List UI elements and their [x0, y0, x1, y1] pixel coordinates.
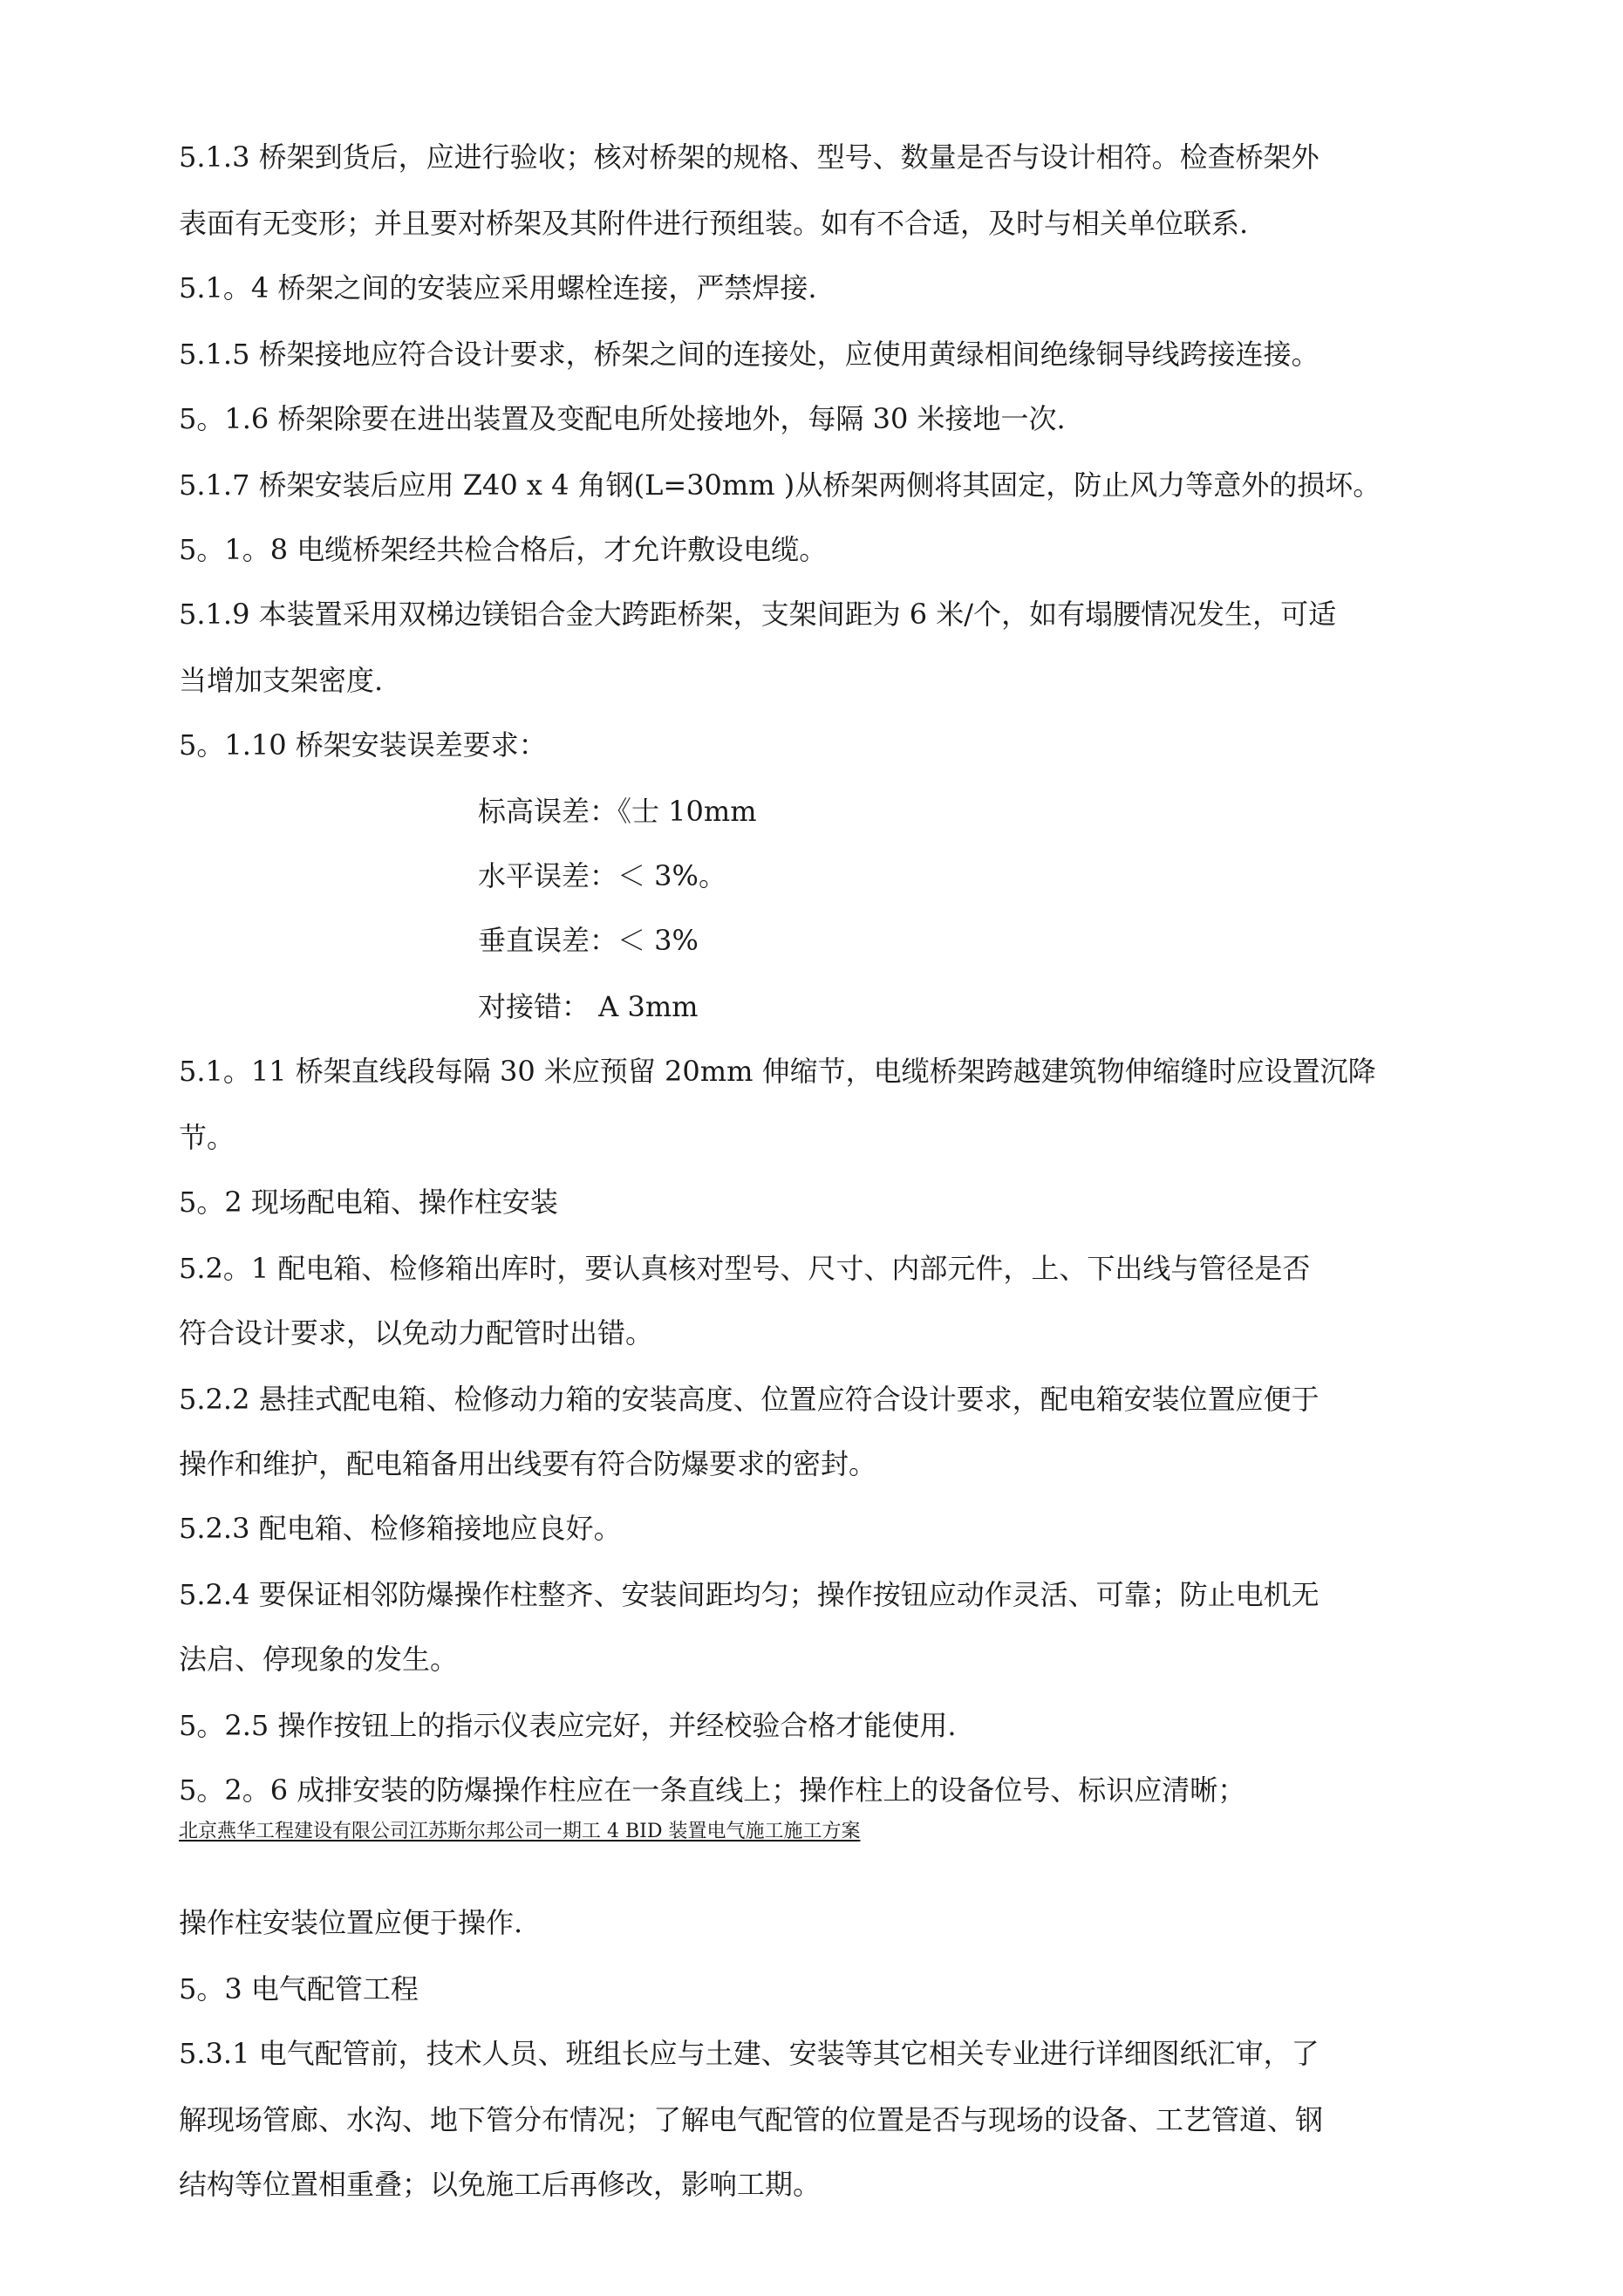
section-heading-5-3: 5。3 电气配管工程: [179, 1972, 419, 2006]
paragraph-5-2-2-line-2: 操作和维护，配电箱备用出线要有符合防爆要求的密封。: [179, 1447, 877, 1480]
tolerance-butt-joint: 对接错： A 3mm: [478, 990, 699, 1023]
paragraph-5-1-8: 5。1。8 电缆桥架经共检合格后，才允许敷设电缆。: [179, 533, 828, 566]
paragraph-5-2-4-line-2: 法启、停现象的发生。: [179, 1643, 459, 1676]
paragraph-5-1-10: 5。1.10 桥架安装误差要求：: [179, 728, 547, 762]
tolerance-horizontal: 水平误差：＜ 3%。: [478, 859, 726, 892]
paragraph-5-1-6: 5。1.6 桥架除要在进出装置及变配电所处接地外，每隔 30 米接地一次.: [179, 402, 1066, 435]
paragraph-5-2-4-line-1: 5.2.4 要保证相邻防爆操作柱整齐、安装间距均匀；操作按钮应动作灵活、可靠；防止电机无: [179, 1578, 1320, 1611]
paragraph-5-1-7: 5.1.7 桥架安装后应用 Z40 x 4 角钢(L=30mm )从桥架两侧将其固定，防止风力等意外的损坏。: [179, 468, 1381, 502]
paragraph-5-3-1-line-1: 5.3.1 电气配管前，技术人员、班组长应与土建、安装等其它相关专业进行详细图纸汇审，了: [179, 2037, 1320, 2070]
paragraph-5-1-3-line-2: 表面有无变形；并且要对桥架及其附件进行预组装。如有不合适，及时与相关单位联系.: [179, 207, 1249, 240]
tolerance-vertical: 垂直误差：＜ 3%: [478, 924, 699, 957]
paragraph-5-2-5: 5。2.5 操作按钮上的指示仪表应完好，并经校验合格才能使用.: [179, 1709, 957, 1742]
paragraph-5-1-9-line-2: 当增加支架密度.: [179, 664, 384, 697]
tolerance-elevation: 标高误差：《士 10mm: [478, 795, 757, 828]
document-footer: 北京燕华工程建设有限公司江苏斯尔邦公司一期工 4 BID 装置电气施工施工方案: [179, 1821, 861, 1842]
paragraph-5-2-6: 5。2。6 成排安装的防爆操作柱应在一条直线上；操作柱上的设备位号、标识应清晰；: [179, 1773, 1246, 1807]
paragraph-5-3-1-line-3: 结构等位置相重叠；以免施工后再修改，影响工期。: [179, 2168, 822, 2201]
paragraph-5-2-2-line-1: 5.2.2 悬挂式配电箱、检修动力箱的安装高度、位置应符合设计要求，配电箱安装位置应便于: [179, 1383, 1320, 1416]
paragraph-5-2-3: 5.2.3 配电箱、检修箱接地应良好。: [179, 1512, 622, 1545]
paragraph-5-1-11-line-1: 5.1。11 桥架直线段每隔 30 米应预留 20mm 伸缩节，电缆桥架跨越建筑物伸缩缝时应设置沉降: [179, 1055, 1376, 1088]
paragraph-5-2-6-continued: 操作柱安装位置应便于操作.: [179, 1906, 523, 1939]
paragraph-5-1-3-line-1: 5.1.3 桥架到货后，应进行验收；核对桥架的规格、型号、数量是否与设计相符。检查桥架外: [179, 140, 1320, 174]
paragraph-5-3-1-line-2: 解现场管廊、水沟、地下管分布情况；了解电气配管的位置是否与现场的设备、工艺管道、钢: [179, 2103, 1324, 2136]
paragraph-5-1-5: 5.1.5 桥架接地应符合设计要求，桥架之间的连接处，应使用黄绿相间绝缘铜导线跨接连接。: [179, 338, 1320, 371]
paragraph-5-2-1-line-2: 符合设计要求，以免动力配管时出错。: [179, 1316, 654, 1350]
section-heading-5-2: 5。2 现场配电箱、操作柱安装: [179, 1186, 558, 1219]
paragraph-5-1-4: 5.1。4 桥架之间的安装应采用螺栓连接，严禁焊接.: [179, 271, 817, 304]
paragraph-5-1-11-line-2: 节。: [179, 1121, 235, 1154]
paragraph-5-1-9-line-1: 5.1.9 本装置采用双梯边镁铝合金大跨距桥架，支架间距为 6 米/个，如有塌腰情况发生，可适: [179, 598, 1337, 631]
paragraph-5-2-1-line-1: 5.2。1 配电箱、检修箱出库时，要认真核对型号、尺寸、内部元件，上、下出线与管径是否: [179, 1252, 1311, 1285]
